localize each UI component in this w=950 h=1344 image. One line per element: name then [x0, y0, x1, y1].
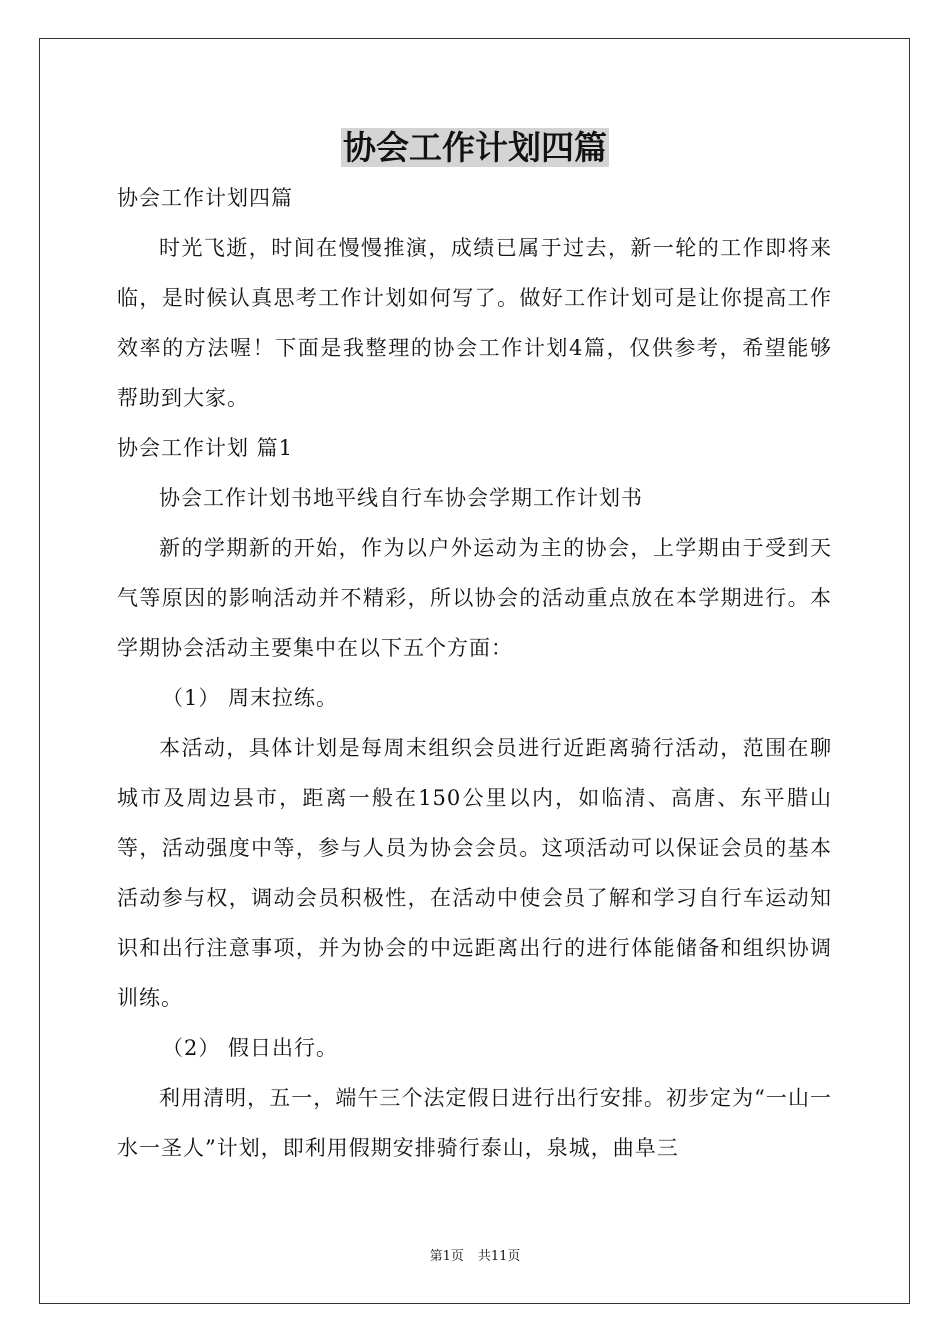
document-title — [0, 124, 950, 172]
item-heading-2: （2） 假日出行。 — [162, 1036, 339, 1060]
page-footer — [0, 1247, 950, 1267]
item-heading-1: （1） 周末拉练。 — [162, 686, 339, 710]
document-body — [117, 173, 832, 1173]
intro-paragraph: 时光飞逝，时间在慢慢推演，成绩已属于过去，新一轮的工作即将来临，是时候认真思考工作计划如何写了。做好工作计划可是让你提高工作效率的方法喔！下面是我整理的协会工作计划4篇，仅供参考，希望能够帮助到大家。 — [117, 236, 832, 410]
plan-intro-paragraph: 新的学期新的开始，作为以户外运动为主的协会，上学期由于受到天气等原因的影响活动并不精彩，所以协会的活动重点放在本学期进行。本学期协会活动主要集中在以下五个方面： — [117, 536, 832, 660]
plan-title-line: 协会工作计划书地平线自行车协会学期工作计划书 — [159, 486, 643, 510]
item-paragraph-1: 本活动，具体计划是每周末组织会员进行近距离骑行活动，范围在聊城市及周边县市，距离一般在150公里以内，如临清、高唐、东平腊山等，活动强度中等，参与人员为协会会员。这项活动可以保证会员的基本活动参与权，调动会员积极性，在活动中使会员了解和学习自行车运动知识和出行注意事项，并为协会的中远距离出行的进行体能储备和组织协调训练。 — [117, 736, 832, 1010]
subtitle-line: 协会工作计划四篇 — [117, 186, 293, 210]
document-title-text: 协会工作计划四篇 — [343, 128, 607, 167]
page-number: 第1页 — [429, 1249, 464, 1264]
item-paragraph-2: 利用清明，五一，端午三个法定假日进行出行安排。初步定为“一山一水一圣人”计划，即利用假期安排骑行泰山，泉城，曲阜三 — [117, 1086, 832, 1160]
page-total: 共11页 — [477, 1249, 521, 1264]
section-heading: 协会工作计划 篇1 — [117, 436, 294, 460]
